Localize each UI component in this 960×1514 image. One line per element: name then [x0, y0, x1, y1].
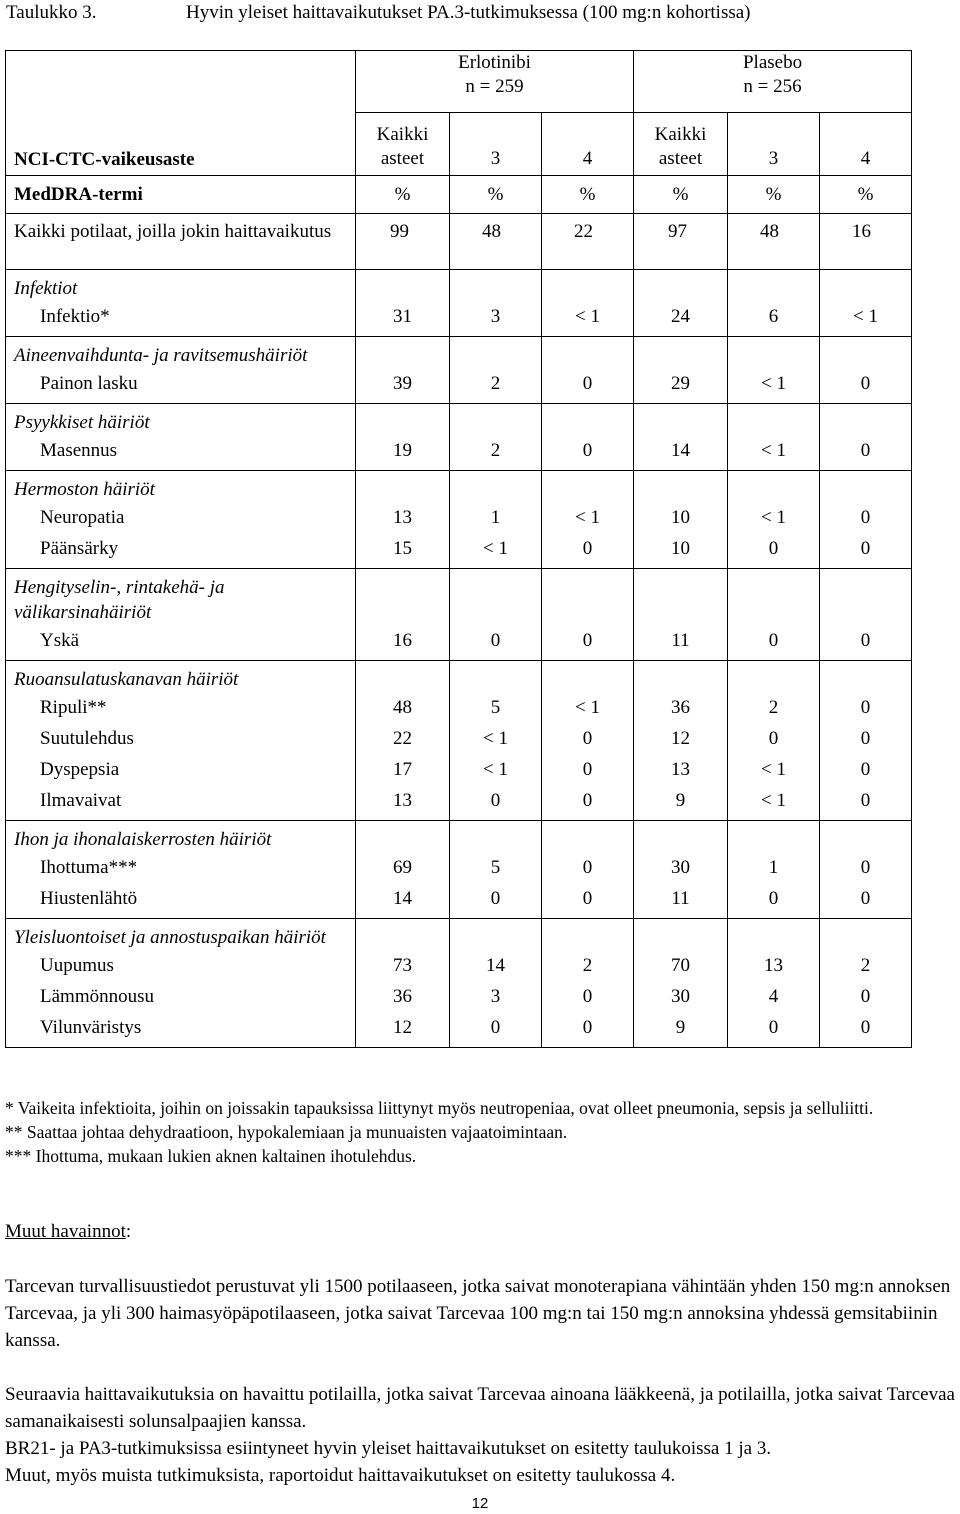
value-stack: [356, 368, 449, 399]
category-label: Aineenvaihdunta- ja ravitsemushäiriöt: [14, 345, 308, 366]
value-cell: 1: [490, 507, 501, 528]
term-label: Hiustenlähtö: [40, 888, 138, 909]
table-title: Hyvin yleiset haittavaikutukset PA.3-tutkimuksessa (100 mg:n kohortissa): [186, 2, 751, 23]
value-cell: 29: [671, 373, 691, 394]
value-cell: 0: [582, 888, 593, 909]
notes-heading-colon: :: [125, 1221, 132, 1242]
category-section: [6, 404, 912, 471]
value-column-cell: [820, 471, 912, 569]
value-stack: [634, 435, 727, 466]
value-cell: 4: [768, 986, 779, 1007]
value-column-cell: [450, 270, 542, 337]
group-header-placebo: [634, 51, 912, 113]
term-label: Neuropatia: [40, 507, 125, 528]
value-column-cell: [820, 821, 912, 919]
value-stack: [634, 625, 727, 656]
value-stack: [728, 950, 819, 1043]
value-stack: [634, 368, 727, 399]
value-stack: [634, 502, 727, 564]
value-cell: 5: [490, 697, 501, 718]
category-section: [6, 919, 912, 1048]
value-column-cell: [634, 404, 728, 471]
value-cell: 0: [768, 630, 779, 651]
value-column-cell: [542, 569, 634, 661]
value-cell: 0: [860, 790, 871, 811]
value-column-cell: [356, 919, 450, 1048]
value-column-cell: [542, 471, 634, 569]
unit-row: [6, 176, 912, 214]
value-stack: [542, 625, 633, 656]
value-cell: 10: [671, 538, 691, 559]
value-stack: [450, 852, 541, 914]
value-column-cell: [450, 821, 542, 919]
value-column-cell: [820, 919, 912, 1048]
empty-header-cell: [6, 51, 356, 113]
value-cell: 0: [582, 986, 593, 1007]
category-section: [6, 337, 912, 404]
term-label: Yskä: [40, 630, 80, 651]
grade-header: Kaikki asteet: [356, 113, 450, 176]
table-number: Taulukko 3.: [6, 2, 97, 23]
value-column-cell: [634, 661, 728, 821]
value-cell: 69: [393, 857, 412, 878]
value-column-cell: [356, 404, 450, 471]
term-label: Ripuli**: [40, 697, 107, 718]
value-cell: 0: [768, 1017, 779, 1038]
value-column-cell: [820, 569, 912, 661]
value-cell: 14: [393, 888, 412, 909]
table-caption: [6, 2, 751, 24]
value-cell: 2: [582, 955, 593, 976]
value-column-cell: [634, 270, 728, 337]
term-label: Päänsärky: [40, 538, 119, 559]
all-patients-row: [6, 214, 912, 270]
value-cell: 0: [860, 728, 871, 749]
value-cell: 16: [820, 214, 912, 270]
value-stack: [542, 435, 633, 466]
value-column-cell: [356, 471, 450, 569]
value-cell: 48: [450, 214, 542, 270]
section-label-cell: [6, 919, 356, 1048]
value-cell: 10: [671, 507, 691, 528]
value-stack: [728, 368, 819, 399]
value-cell: < 1: [575, 507, 600, 528]
value-cell: 2: [490, 373, 501, 394]
value-stack: [542, 692, 633, 816]
value-cell: < 1: [761, 790, 786, 811]
category-label: Hermoston häiriöt: [14, 479, 155, 500]
term-list: [14, 625, 347, 660]
value-cell: 14: [486, 955, 505, 976]
unit-cell: %: [634, 176, 728, 214]
section-label-cell: [6, 569, 356, 661]
value-column-cell: [728, 569, 820, 661]
value-cell: 13: [671, 759, 691, 780]
value-cell: 1: [768, 857, 779, 878]
value-stack: [450, 625, 541, 656]
value-cell: 36: [393, 986, 412, 1007]
value-cell: 48: [728, 214, 820, 270]
category-label: Ruoansulatuskanavan häiriöt: [14, 669, 239, 690]
value-cell: 0: [860, 888, 871, 909]
value-stack: [450, 502, 541, 564]
value-column-cell: [728, 471, 820, 569]
section-label-cell: [6, 270, 356, 337]
value-cell: 19: [393, 440, 412, 461]
value-cell: 9: [675, 1017, 686, 1038]
value-stack: [820, 301, 911, 332]
section-label-cell: [6, 821, 356, 919]
value-stack: [820, 852, 911, 914]
value-stack: [820, 502, 911, 564]
value-cell: 2: [768, 697, 779, 718]
value-column-cell: [728, 337, 820, 404]
notes-paragraph: Seuraavia haittavaikutuksia on havaittu potilailla, jotka saivat Tarcevaa ainoana lääkkeenä, ja potilailla, jotka saivat Tarcevaa samanaikaisesti solunsalpaajien kanssa.: [5, 1384, 955, 1432]
value-stack: [450, 692, 541, 816]
value-stack: [728, 301, 819, 332]
value-stack: [356, 625, 449, 656]
value-cell: 3: [490, 986, 501, 1007]
value-stack: [728, 852, 819, 914]
value-cell: < 1: [483, 538, 508, 559]
value-stack: [356, 435, 449, 466]
footnote: ** Saattaa johtaa dehydraatioon, hypokalemiaan ja munuaisten vajaatoimintaan.: [5, 1122, 568, 1142]
value-cell: 0: [582, 440, 593, 461]
term-label: Uupumus: [40, 955, 114, 976]
group-n: n = 259: [465, 76, 524, 97]
value-stack: [356, 692, 449, 816]
value-cell: 5: [490, 857, 501, 878]
value-stack: [820, 625, 911, 656]
term-list: [14, 502, 347, 568]
all-patients-label: Kaikki potilaat, joilla jokin haittavaikutus: [6, 214, 356, 270]
value-stack: [542, 368, 633, 399]
value-cell: 0: [582, 857, 593, 878]
value-cell: 9: [675, 790, 686, 811]
value-cell: 0: [768, 888, 779, 909]
category-section: [6, 661, 912, 821]
value-cell: < 1: [483, 759, 508, 780]
category-label: Hengityselin-, rintakehä- ja välikarsinahäiriöt: [14, 577, 225, 623]
group-name: Erlotinibi: [458, 52, 531, 73]
notes-paragraph: Tarcevan turvallisuustiedot perustuvat yli 1500 potilaaseen, jotka saivat monoterapiana vähintään yhden 150 mg:n annoksen Tarcevaa, ja yli 300 haimasyöpäpotilaaseen, jotka saivat Tarcevaa 100 mg:n tai 150 mg:n annoksina yhdessä gemsitabiinin kanssa.: [5, 1276, 951, 1351]
value-cell: 0: [582, 1017, 593, 1038]
value-cell: 97: [634, 214, 728, 270]
term-list: [14, 368, 347, 403]
footnote: *** Ihottuma, mukaan lukien aknen kaltainen ihotulehdus.: [5, 1146, 417, 1166]
section-label-cell: [6, 404, 356, 471]
value-column-cell: [450, 919, 542, 1048]
value-cell: 0: [860, 538, 871, 559]
value-cell: 13: [764, 955, 784, 976]
grade-header-label: NCI-CTC-vaikeusaste: [6, 113, 356, 176]
value-column-cell: [356, 821, 450, 919]
value-cell: < 1: [761, 759, 786, 780]
page-number: 12: [471, 1495, 489, 1512]
value-cell: 0: [582, 373, 593, 394]
value-cell: < 1: [483, 728, 508, 749]
value-column-cell: [356, 337, 450, 404]
value-column-cell: [820, 404, 912, 471]
value-cell: 3: [490, 306, 501, 327]
value-cell: 48: [393, 697, 412, 718]
value-stack: [634, 852, 727, 914]
category-label: Ihon ja ihonalaiskerrosten häiriöt: [14, 829, 272, 850]
value-cell: < 1: [761, 507, 786, 528]
notes-heading: [5, 1218, 955, 1245]
value-stack: [728, 502, 819, 564]
value-stack: [542, 301, 633, 332]
value-column-cell: [728, 821, 820, 919]
value-cell: < 1: [853, 306, 879, 327]
value-cell: 6: [768, 306, 779, 327]
value-cell: 0: [582, 538, 593, 559]
value-cell: 0: [860, 440, 871, 461]
value-cell: 13: [393, 507, 412, 528]
value-cell: < 1: [761, 440, 786, 461]
value-cell: 2: [490, 440, 501, 461]
category-section: [6, 471, 912, 569]
term-list: [14, 692, 347, 820]
value-cell: 0: [490, 888, 501, 909]
value-column-cell: [450, 661, 542, 821]
value-column-cell: [728, 919, 820, 1048]
value-cell: 11: [671, 630, 690, 651]
value-cell: 39: [393, 373, 412, 394]
value-cell: 14: [671, 440, 691, 461]
value-column-cell: [542, 270, 634, 337]
value-cell: 0: [860, 630, 871, 651]
unit-cell: %: [728, 176, 820, 214]
section-label-cell: [6, 337, 356, 404]
category-section: [6, 569, 912, 661]
value-cell: 30: [671, 986, 691, 1007]
value-column-cell: [634, 471, 728, 569]
value-cell: < 1: [575, 306, 600, 327]
value-cell: 0: [582, 728, 593, 749]
term-label: Masennus: [40, 440, 118, 461]
adverse-events-table: [5, 50, 912, 1048]
value-cell: 0: [582, 630, 593, 651]
value-cell: 0: [490, 1017, 501, 1038]
value-cell: < 1: [761, 373, 786, 394]
value-cell: 0: [860, 857, 871, 878]
unit-cell: %: [450, 176, 542, 214]
value-cell: 0: [768, 538, 779, 559]
term-label: Ihottuma***: [40, 857, 138, 878]
value-cell: 0: [860, 1017, 871, 1038]
value-cell: 70: [671, 955, 691, 976]
value-cell: 2: [860, 955, 871, 976]
value-cell: 11: [671, 888, 690, 909]
value-stack: [634, 301, 727, 332]
value-cell: 0: [860, 507, 871, 528]
category-section: [6, 821, 912, 919]
category-label: Infektiot: [14, 278, 78, 299]
value-column-cell: [542, 661, 634, 821]
grade-header: 4: [820, 113, 912, 176]
value-stack: [450, 368, 541, 399]
category-label: Psyykkiset häiriöt: [14, 412, 150, 433]
value-column-cell: [356, 270, 450, 337]
term-label: Ilmavaivat: [40, 790, 122, 811]
value-stack: [356, 502, 449, 564]
unit-cell: %: [356, 176, 450, 214]
term-label: Vilunväristys: [40, 1017, 142, 1038]
value-cell: 17: [393, 759, 412, 780]
term-label: Infektio*: [40, 306, 110, 327]
value-cell: 16: [393, 630, 412, 651]
value-cell: < 1: [575, 697, 600, 718]
value-stack: [450, 301, 541, 332]
value-column-cell: [542, 821, 634, 919]
value-cell: 31: [393, 306, 412, 327]
notes-paragraph: BR21- ja PA3-tutkimuksissa esiintyneet hyvin yleiset haittavaikutukset on esitetty taulukoissa 1 ja 3.: [5, 1438, 772, 1459]
value-column-cell: [820, 661, 912, 821]
unit-cell: %: [542, 176, 634, 214]
value-stack: [634, 692, 727, 816]
term-label: Dyspepsia: [40, 759, 120, 780]
section-label-cell: [6, 661, 356, 821]
group-header-erlotinib: [356, 51, 634, 113]
meddra-label: MedDRA-termi: [6, 176, 356, 214]
value-cell: 15: [393, 538, 412, 559]
term-label: Lämmönnousu: [40, 986, 154, 1007]
value-column-cell: [634, 919, 728, 1048]
value-cell: 13: [393, 790, 412, 811]
value-stack: [728, 435, 819, 466]
value-stack: [450, 950, 541, 1043]
value-cell: 22: [542, 214, 634, 270]
value-cell: 0: [860, 697, 871, 718]
value-column-cell: [820, 337, 912, 404]
value-cell: 24: [671, 306, 691, 327]
value-stack: [542, 852, 633, 914]
term-list: [14, 301, 347, 336]
value-stack: [634, 950, 727, 1043]
value-cell: 0: [860, 759, 871, 780]
value-cell: 0: [490, 790, 501, 811]
value-cell: 0: [860, 986, 871, 1007]
value-stack: [820, 950, 911, 1043]
value-stack: [356, 852, 449, 914]
value-column-cell: [450, 337, 542, 404]
grade-header: 4: [542, 113, 634, 176]
value-cell: 0: [582, 790, 593, 811]
grade-header: 3: [450, 113, 542, 176]
value-stack: [356, 950, 449, 1043]
value-cell: 30: [671, 857, 691, 878]
value-stack: [820, 435, 911, 466]
value-column-cell: [634, 821, 728, 919]
value-column-cell: [450, 471, 542, 569]
value-stack: [450, 435, 541, 466]
term-list: [14, 950, 347, 1047]
grade-header: Kaikki asteet: [634, 113, 728, 176]
notes-heading-text: Muut havainnot: [5, 1221, 126, 1242]
category-label: Yleisluontoiset ja annostuspaikan häiriöt: [14, 927, 326, 948]
value-column-cell: [634, 337, 728, 404]
value-stack: [356, 301, 449, 332]
value-column-cell: [634, 569, 728, 661]
value-cell: 12: [671, 728, 691, 749]
term-list: [14, 852, 347, 918]
grade-header-row: [6, 113, 912, 176]
notes-paragraph: Muut, myös muista tutkimuksista, raportoidut haittavaikutukset on esitetty taulukossa 4.: [5, 1465, 676, 1486]
value-column-cell: [356, 661, 450, 821]
value-stack: [728, 625, 819, 656]
value-column-cell: [450, 569, 542, 661]
value-cell: 36: [671, 697, 691, 718]
value-cell: 12: [393, 1017, 412, 1038]
value-column-cell: [728, 270, 820, 337]
group-name: Plasebo: [742, 52, 803, 73]
category-section: [6, 270, 912, 337]
footnotes: [5, 1096, 955, 1168]
value-cell: 99: [356, 214, 450, 270]
value-stack: [542, 950, 633, 1043]
value-stack: [542, 502, 633, 564]
value-column-cell: [542, 404, 634, 471]
footnote: * Vaikeita infektioita, joihin on joissakin tapauksissa liittynyt myös neutropeniaa, ovat olleet pneumonia, sepsis ja selluliitti.: [5, 1098, 874, 1118]
value-column-cell: [542, 337, 634, 404]
group-n: n = 256: [743, 76, 802, 97]
value-cell: 0: [582, 759, 593, 780]
value-column-cell: [728, 661, 820, 821]
section-label-cell: [6, 471, 356, 569]
unit-cell: %: [820, 176, 912, 214]
term-label: Painon lasku: [40, 373, 138, 394]
value-column-cell: [356, 569, 450, 661]
value-column-cell: [728, 404, 820, 471]
term-list: [14, 435, 347, 470]
value-stack: [820, 368, 911, 399]
value-column-cell: [820, 270, 912, 337]
value-column-cell: [450, 404, 542, 471]
group-header-row: [6, 51, 912, 113]
value-cell: 0: [490, 630, 501, 651]
value-cell: 0: [768, 728, 779, 749]
grade-header: 3: [728, 113, 820, 176]
value-stack: [728, 692, 819, 816]
value-cell: 0: [860, 373, 871, 394]
term-label: Suutulehdus: [40, 728, 134, 749]
value-stack: [820, 692, 911, 816]
value-column-cell: [542, 919, 634, 1048]
value-cell: 73: [393, 955, 412, 976]
value-cell: 22: [393, 728, 412, 749]
